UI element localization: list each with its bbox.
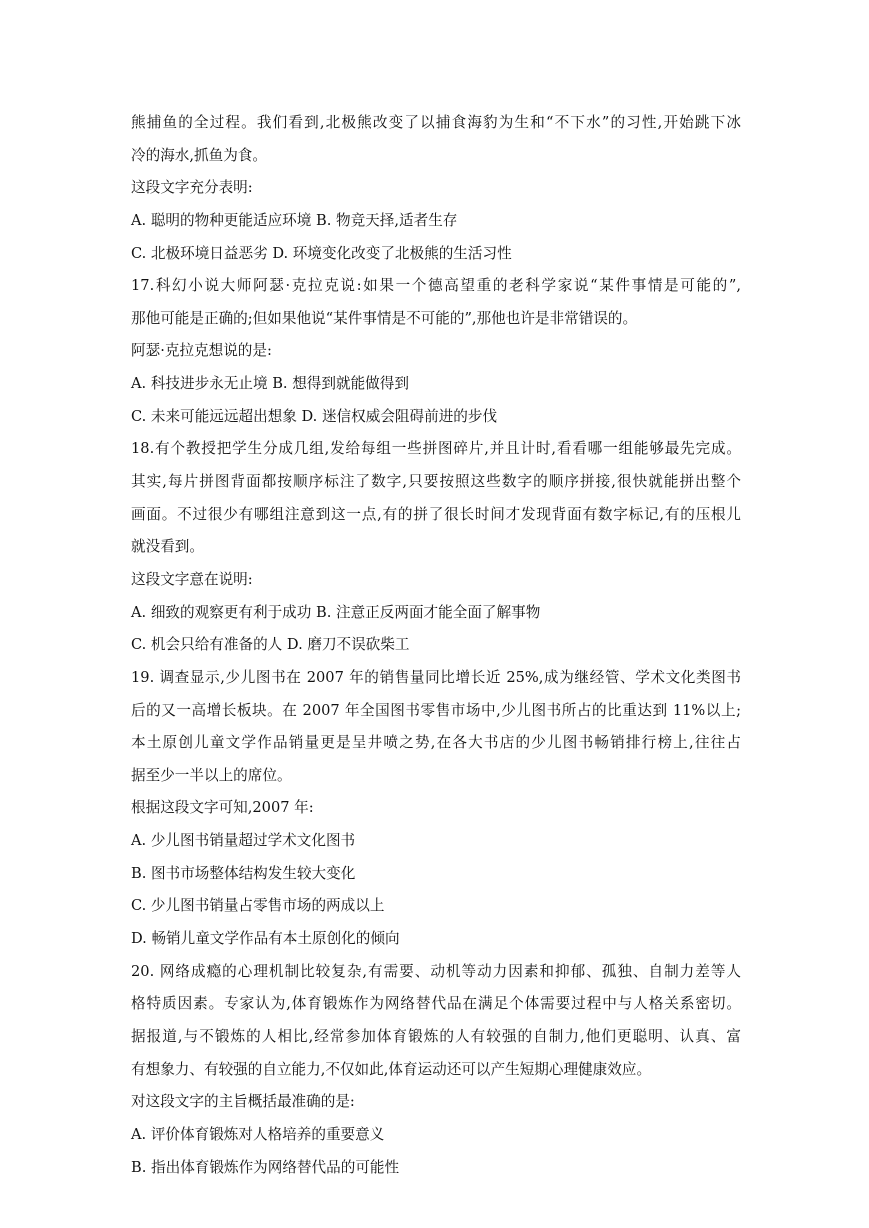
document-body [131,113,741,1190]
text-line: 据报道,与不锻炼的人相比,经常参加体育锻炼的人有较强的自制力,他们更聪明、认真、富 [131,1027,741,1045]
text-line: A. 科技进步永无止境 B. 想得到就能做得到 [131,375,409,393]
text-line: 冷的海水,抓鱼为食。 [131,146,267,164]
text-line: 18.有个教授把学生分成几组,发给每组一些拼图碎片,并且计时,看看哪一组能够最先完成。 [131,440,741,458]
text-line: 就没看到。 [131,538,204,556]
text-line: A. 细致的观察更有利于成功 B. 注意正反两面才能全面了解事物 [131,603,541,621]
text-line: 熊捕鱼的全过程。我们看到,北极熊改变了以捕食海豹为生和“不下水”的习性,开始跳下冰 [131,114,741,131]
text-line: C. 机会只给有准备的人 D. 磨刀不误砍柴工 [131,636,410,654]
text-line: A. 少儿图书销量超过学术文化图书 [131,832,356,850]
text-line: C. 北极环境日益恶劣 D. 环境变化改变了北极熊的生活习性 [131,244,512,262]
text-line: 20. 网络成瘾的心理机制比较复杂,有需要、动机等动力因素和抑郁、孤独、自制力差等人 [131,962,741,980]
text-line: 这段文字意在说明: [131,570,253,588]
text-line: A. 评价体育锻炼对人格培养的重要意义 [131,1125,385,1143]
text-line: B. 图书市场整体结构发生较大变化 [131,864,356,882]
text-line: C. 未来可能远远超出想象 D. 迷信权威会阻碍前进的步伐 [131,407,498,425]
text-line: 对这段文字的主旨概括最准确的是: [131,1093,355,1111]
text-line: 根据这段文字可知,2007 年: [131,799,314,817]
text-line: 这段文字充分表明: [131,179,253,197]
text-line: 格特质因素。专家认为,体育锻炼作为网络替代品在满足个体需要过程中与人格关系密切。 [131,995,741,1013]
text-line: 本土原创儿童文学作品销量更是呈井喷之势,在各大书店的少儿图书畅销排行榜上,往往占 [131,734,741,752]
text-line: 那他可能是正确的;但如果他说“某件事情是不可能的”,那他也许是非常错误的。 [131,309,638,327]
text-line: 后的又一高增长板块。在 2007 年全国图书零售市场中,少儿图书所占的比重达到 11%以上; [131,701,741,719]
text-line: D. 畅销儿童文学作品有本土原创化的倾向 [131,930,400,948]
text-line: 其实,每片拼图背面都按顺序标注了数字,只要按照这些数字的顺序拼接,很快就能拼出整个 [131,473,741,491]
text-line: 据至少一半以上的席位。 [131,766,292,784]
text-line: 有想象力、有较强的自立能力,不仅如此,体育运动还可以产生短期心理健康效应。 [131,1060,652,1078]
text-line: 画面。不过很少有哪组注意到这一点,有的拼了很长时间才发现背面有数字标记,有的压根儿 [131,505,741,523]
text-line: 17.科幻小说大师阿瑟·克拉克说:如果一个德高望重的老科学家说“某件事情是可能的”, [131,277,741,295]
text-line: C. 少儿图书销量占零售市场的两成以上 [131,897,385,915]
text-line: 阿瑟·克拉克想说的是: [131,342,272,360]
text-line: 19. 调查显示,少儿图书在 2007 年的销售量同比增长近 25%,成为继经管、学术文化类图书 [131,668,741,686]
text-line: A. 聪明的物种更能适应环境 B. 物竞天择,适者生存 [131,211,458,229]
text-line: B. 指出体育锻炼作为网络替代品的可能性 [131,1158,400,1176]
